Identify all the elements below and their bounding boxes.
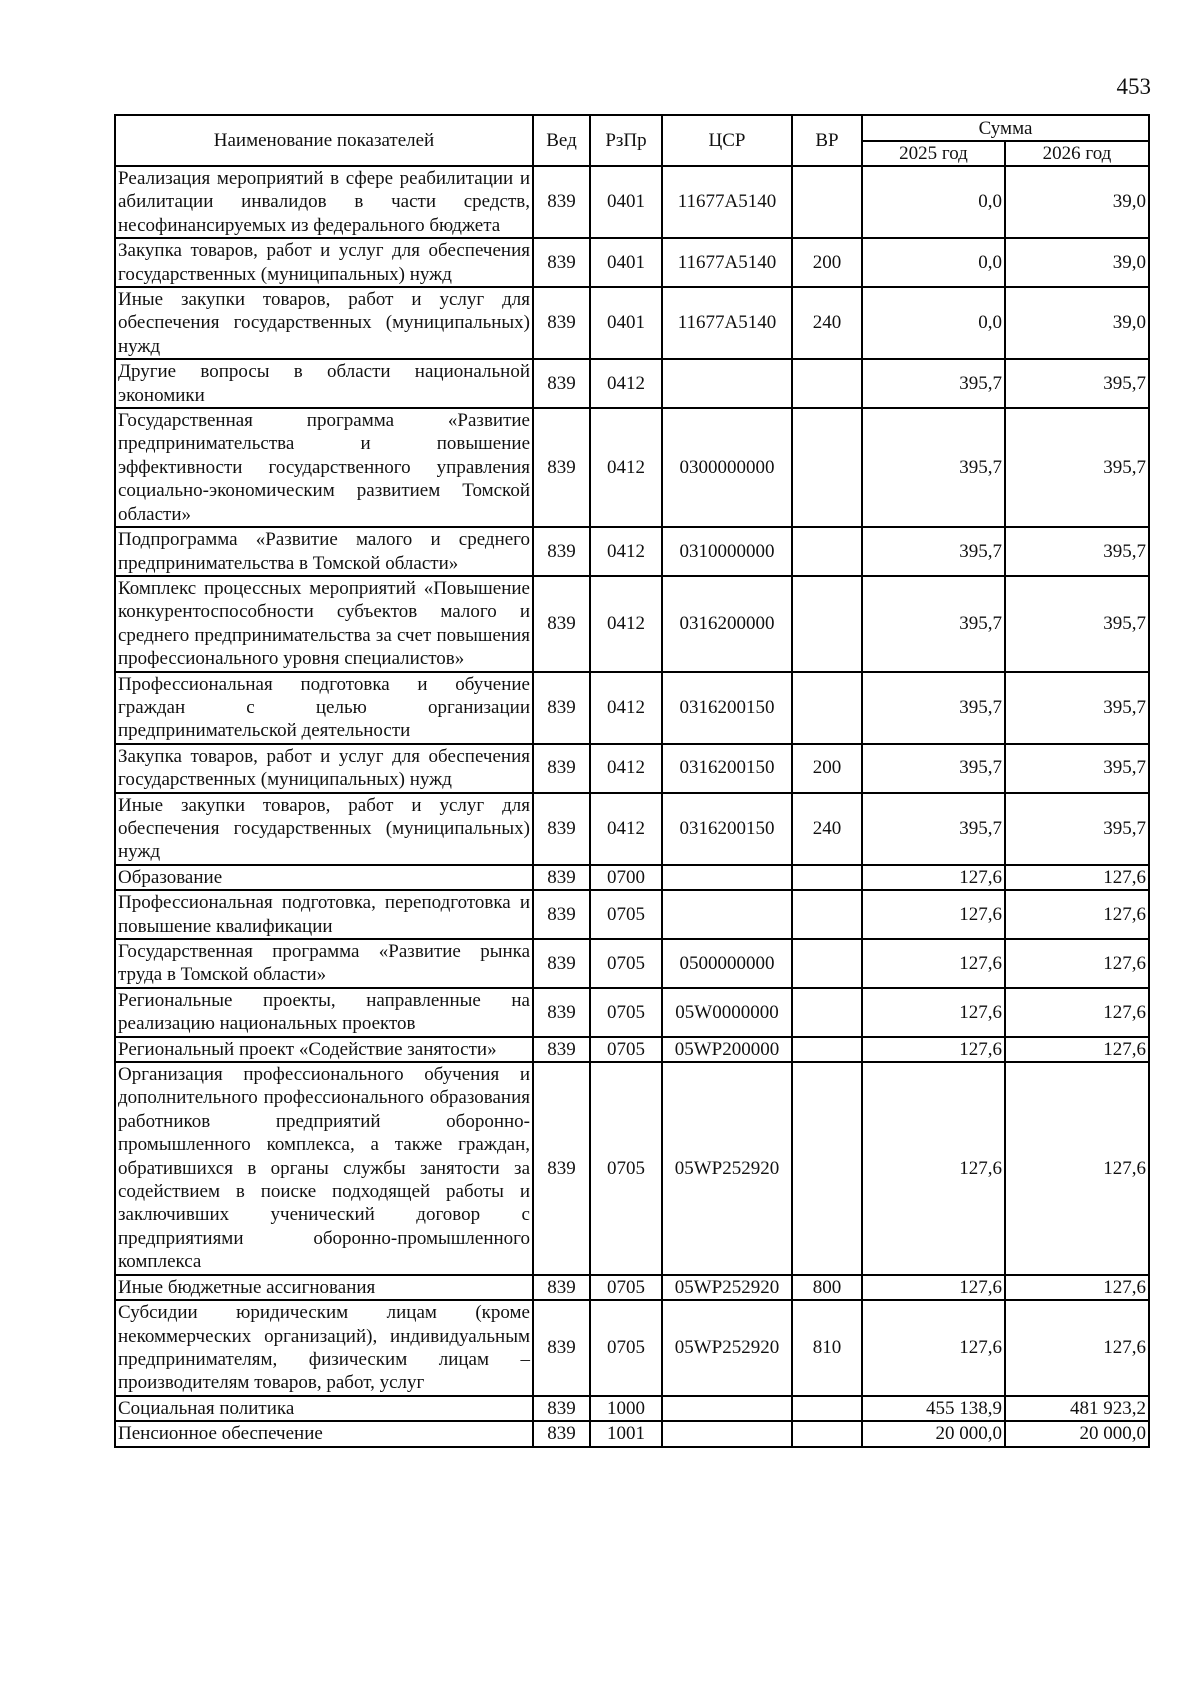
row-rzpr: 0705	[590, 1275, 662, 1300]
row-sum-2026: 39,0	[1005, 166, 1149, 238]
row-sum-2026: 20 000,0	[1005, 1421, 1149, 1446]
table-row	[115, 939, 1149, 988]
row-vr	[792, 1062, 862, 1275]
row-csr: 05W0000000	[662, 988, 792, 1037]
row-sum-2026: 127,6	[1005, 1062, 1149, 1275]
row-ved: 839	[533, 1396, 590, 1421]
row-rzpr: 0412	[590, 744, 662, 793]
row-name: Государственная программа «Развитие рынка труда в Томской области»	[115, 939, 533, 988]
row-csr: 11677A5140	[662, 287, 792, 359]
table-row	[115, 1396, 1149, 1421]
table-row	[115, 287, 1149, 359]
table-header	[115, 115, 1149, 166]
row-sum-2025: 127,6	[862, 865, 1005, 890]
row-ved: 839	[533, 1275, 590, 1300]
table-row	[115, 359, 1149, 408]
row-csr: 05WP252920	[662, 1062, 792, 1275]
row-sum-2025: 127,6	[862, 988, 1005, 1037]
row-sum-2026: 127,6	[1005, 988, 1149, 1037]
row-csr: 0316200150	[662, 793, 792, 865]
row-rzpr: 0412	[590, 793, 662, 865]
row-csr	[662, 1396, 792, 1421]
row-vr	[792, 527, 862, 576]
row-name: Социальная политика	[115, 1396, 533, 1421]
row-rzpr: 0412	[590, 408, 662, 527]
header-year-2026: 2026 год	[1005, 141, 1149, 166]
row-rzpr: 0705	[590, 890, 662, 939]
row-csr: 0300000000	[662, 408, 792, 527]
row-csr	[662, 865, 792, 890]
row-sum-2026: 127,6	[1005, 939, 1149, 988]
row-rzpr: 0705	[590, 939, 662, 988]
header-sum: Сумма	[862, 115, 1149, 141]
row-sum-2025: 455 138,9	[862, 1396, 1005, 1421]
row-sum-2026: 395,7	[1005, 744, 1149, 793]
row-ved: 839	[533, 672, 590, 744]
row-sum-2025: 127,6	[862, 1037, 1005, 1062]
row-ved: 839	[533, 890, 590, 939]
row-sum-2026: 127,6	[1005, 1300, 1149, 1396]
row-ved: 839	[533, 408, 590, 527]
row-sum-2026: 481 923,2	[1005, 1396, 1149, 1421]
page-number: 453	[1116, 74, 1151, 99]
row-ved: 839	[533, 238, 590, 287]
row-name: Иные закупки товаров, работ и услуг для обеспечения государственных (муниципальных) нужд	[115, 793, 533, 865]
row-rzpr: 0705	[590, 1062, 662, 1275]
row-name: Подпрограмма «Развитие малого и среднего предпринимательства в Томской области»	[115, 527, 533, 576]
row-vr: 240	[792, 287, 862, 359]
row-csr: 0316200150	[662, 672, 792, 744]
row-csr	[662, 1421, 792, 1446]
row-rzpr: 1000	[590, 1396, 662, 1421]
row-csr: 11677A5140	[662, 238, 792, 287]
row-vr	[792, 408, 862, 527]
row-name: Закупка товаров, работ и услуг для обеспечения государственных (муниципальных) нужд	[115, 744, 533, 793]
row-name: Пенсионное обеспечение	[115, 1421, 533, 1446]
row-sum-2026: 395,7	[1005, 672, 1149, 744]
row-csr: 05WP252920	[662, 1275, 792, 1300]
row-csr: 05WP200000	[662, 1037, 792, 1062]
row-sum-2025: 127,6	[862, 939, 1005, 988]
table-row	[115, 988, 1149, 1037]
row-sum-2025: 395,7	[862, 527, 1005, 576]
row-rzpr: 0705	[590, 1037, 662, 1062]
row-sum-2025: 395,7	[862, 793, 1005, 865]
row-name: Региональный проект «Содействие занятости»	[115, 1037, 533, 1062]
row-name: Субсидии юридическим лицам (кроме некоммерческих организаций), индивидуальным предпринимателям, физическим лицам – производителям товаров, работ, услуг	[115, 1300, 533, 1396]
row-name: Иные закупки товаров, работ и услуг для обеспечения государственных (муниципальных) нужд	[115, 287, 533, 359]
table-row	[115, 166, 1149, 238]
row-ved: 839	[533, 1037, 590, 1062]
row-vr: 200	[792, 744, 862, 793]
row-vr	[792, 1396, 862, 1421]
row-sum-2026: 127,6	[1005, 1037, 1149, 1062]
header-name: Наименование показателей	[115, 115, 533, 166]
row-csr: 11677A5140	[662, 166, 792, 238]
row-vr	[792, 1037, 862, 1062]
row-rzpr: 0412	[590, 359, 662, 408]
row-csr	[662, 359, 792, 408]
table-row	[115, 1421, 1149, 1446]
table-row	[115, 408, 1149, 527]
row-name: Иные бюджетные ассигнования	[115, 1275, 533, 1300]
row-sum-2026: 39,0	[1005, 287, 1149, 359]
row-rzpr: 0401	[590, 166, 662, 238]
row-vr	[792, 359, 862, 408]
row-ved: 839	[533, 576, 590, 672]
table-row	[115, 672, 1149, 744]
row-name: Организация профессионального обучения и дополнительного профессионального образования работников предприятий оборонно-промышленного комплекса, а также граждан, обратившихся в органы службы занятости за содействием в поиске подходящей работы и заключивших ученический договор с предприятиями оборонно-промышленного комплекса	[115, 1062, 533, 1275]
row-vr	[792, 672, 862, 744]
budget-table	[114, 114, 1150, 1448]
row-name: Профессиональная подготовка и обучение граждан с целью организации предпринимательской деятельности	[115, 672, 533, 744]
table-row	[115, 1275, 1149, 1300]
row-csr: 0500000000	[662, 939, 792, 988]
row-sum-2026: 127,6	[1005, 890, 1149, 939]
row-vr	[792, 166, 862, 238]
header-ved: Вед	[533, 115, 590, 166]
row-name: Государственная программа «Развитие предпринимательства и повышение эффективности государственного управления социально-экономическим развитием Томской области»	[115, 408, 533, 527]
row-ved: 839	[533, 865, 590, 890]
row-ved: 839	[533, 793, 590, 865]
row-csr: 0316200150	[662, 744, 792, 793]
row-rzpr: 0401	[590, 287, 662, 359]
row-ved: 839	[533, 744, 590, 793]
table-body	[115, 166, 1149, 1447]
row-name: Комплекс процессных мероприятий «Повышение конкурентоспособности субъектов малого и среднего предпринимательства за счет повышения профессионального уровня специалистов»	[115, 576, 533, 672]
row-name: Образование	[115, 865, 533, 890]
row-vr: 240	[792, 793, 862, 865]
row-sum-2025: 127,6	[862, 1300, 1005, 1396]
row-rzpr: 1001	[590, 1421, 662, 1446]
table-row	[115, 793, 1149, 865]
header-vr: ВР	[792, 115, 862, 166]
row-rzpr: 0705	[590, 988, 662, 1037]
row-rzpr: 0705	[590, 1300, 662, 1396]
row-sum-2025: 20 000,0	[862, 1421, 1005, 1446]
row-csr: 0310000000	[662, 527, 792, 576]
row-ved: 839	[533, 166, 590, 238]
row-sum-2025: 127,6	[862, 1275, 1005, 1300]
row-name: Реализация мероприятий в сфере реабилитации и абилитации инвалидов в части средств, несофинансируемых из федерального бюджета	[115, 166, 533, 238]
row-name: Другие вопросы в области национальной экономики	[115, 359, 533, 408]
row-sum-2025: 0,0	[862, 238, 1005, 287]
row-ved: 839	[533, 939, 590, 988]
table-row	[115, 865, 1149, 890]
row-ved: 839	[533, 988, 590, 1037]
row-sum-2026: 395,7	[1005, 527, 1149, 576]
row-sum-2025: 0,0	[862, 287, 1005, 359]
table-row	[115, 238, 1149, 287]
row-sum-2025: 0,0	[862, 166, 1005, 238]
row-csr	[662, 890, 792, 939]
row-ved: 839	[533, 1300, 590, 1396]
header-year-2025: 2025 год	[862, 141, 1005, 166]
row-ved: 839	[533, 527, 590, 576]
row-sum-2025: 127,6	[862, 890, 1005, 939]
row-sum-2026: 127,6	[1005, 1275, 1149, 1300]
row-sum-2026: 127,6	[1005, 865, 1149, 890]
row-sum-2025: 395,7	[862, 672, 1005, 744]
row-ved: 839	[533, 1421, 590, 1446]
row-rzpr: 0412	[590, 672, 662, 744]
row-sum-2026: 395,7	[1005, 359, 1149, 408]
row-sum-2026: 395,7	[1005, 793, 1149, 865]
row-ved: 839	[533, 1062, 590, 1275]
row-sum-2025: 395,7	[862, 408, 1005, 527]
row-csr: 05WP252920	[662, 1300, 792, 1396]
row-vr	[792, 988, 862, 1037]
row-sum-2025: 395,7	[862, 744, 1005, 793]
table-row	[115, 527, 1149, 576]
row-vr	[792, 890, 862, 939]
row-vr	[792, 576, 862, 672]
row-rzpr: 0412	[590, 576, 662, 672]
row-name: Региональные проекты, направленные на реализацию национальных проектов	[115, 988, 533, 1037]
row-vr: 810	[792, 1300, 862, 1396]
row-name: Профессиональная подготовка, переподготовка и повышение квалификации	[115, 890, 533, 939]
table-row	[115, 890, 1149, 939]
row-sum-2026: 395,7	[1005, 408, 1149, 527]
table-row	[115, 576, 1149, 672]
table-row	[115, 744, 1149, 793]
row-rzpr: 0401	[590, 238, 662, 287]
row-rzpr: 0412	[590, 527, 662, 576]
row-vr	[792, 939, 862, 988]
row-vr	[792, 1421, 862, 1446]
row-sum-2025: 127,6	[862, 1062, 1005, 1275]
header-csr: ЦСР	[662, 115, 792, 166]
row-sum-2025: 395,7	[862, 359, 1005, 408]
table-row	[115, 1037, 1149, 1062]
row-sum-2025: 395,7	[862, 576, 1005, 672]
row-sum-2026: 395,7	[1005, 576, 1149, 672]
header-rzpr: РзПр	[590, 115, 662, 166]
table-row	[115, 1062, 1149, 1275]
row-csr: 0316200000	[662, 576, 792, 672]
table-row	[115, 1300, 1149, 1396]
row-vr: 800	[792, 1275, 862, 1300]
row-vr	[792, 865, 862, 890]
row-rzpr: 0700	[590, 865, 662, 890]
row-ved: 839	[533, 359, 590, 408]
row-ved: 839	[533, 287, 590, 359]
row-vr: 200	[792, 238, 862, 287]
row-name: Закупка товаров, работ и услуг для обеспечения государственных (муниципальных) нужд	[115, 238, 533, 287]
row-sum-2026: 39,0	[1005, 238, 1149, 287]
